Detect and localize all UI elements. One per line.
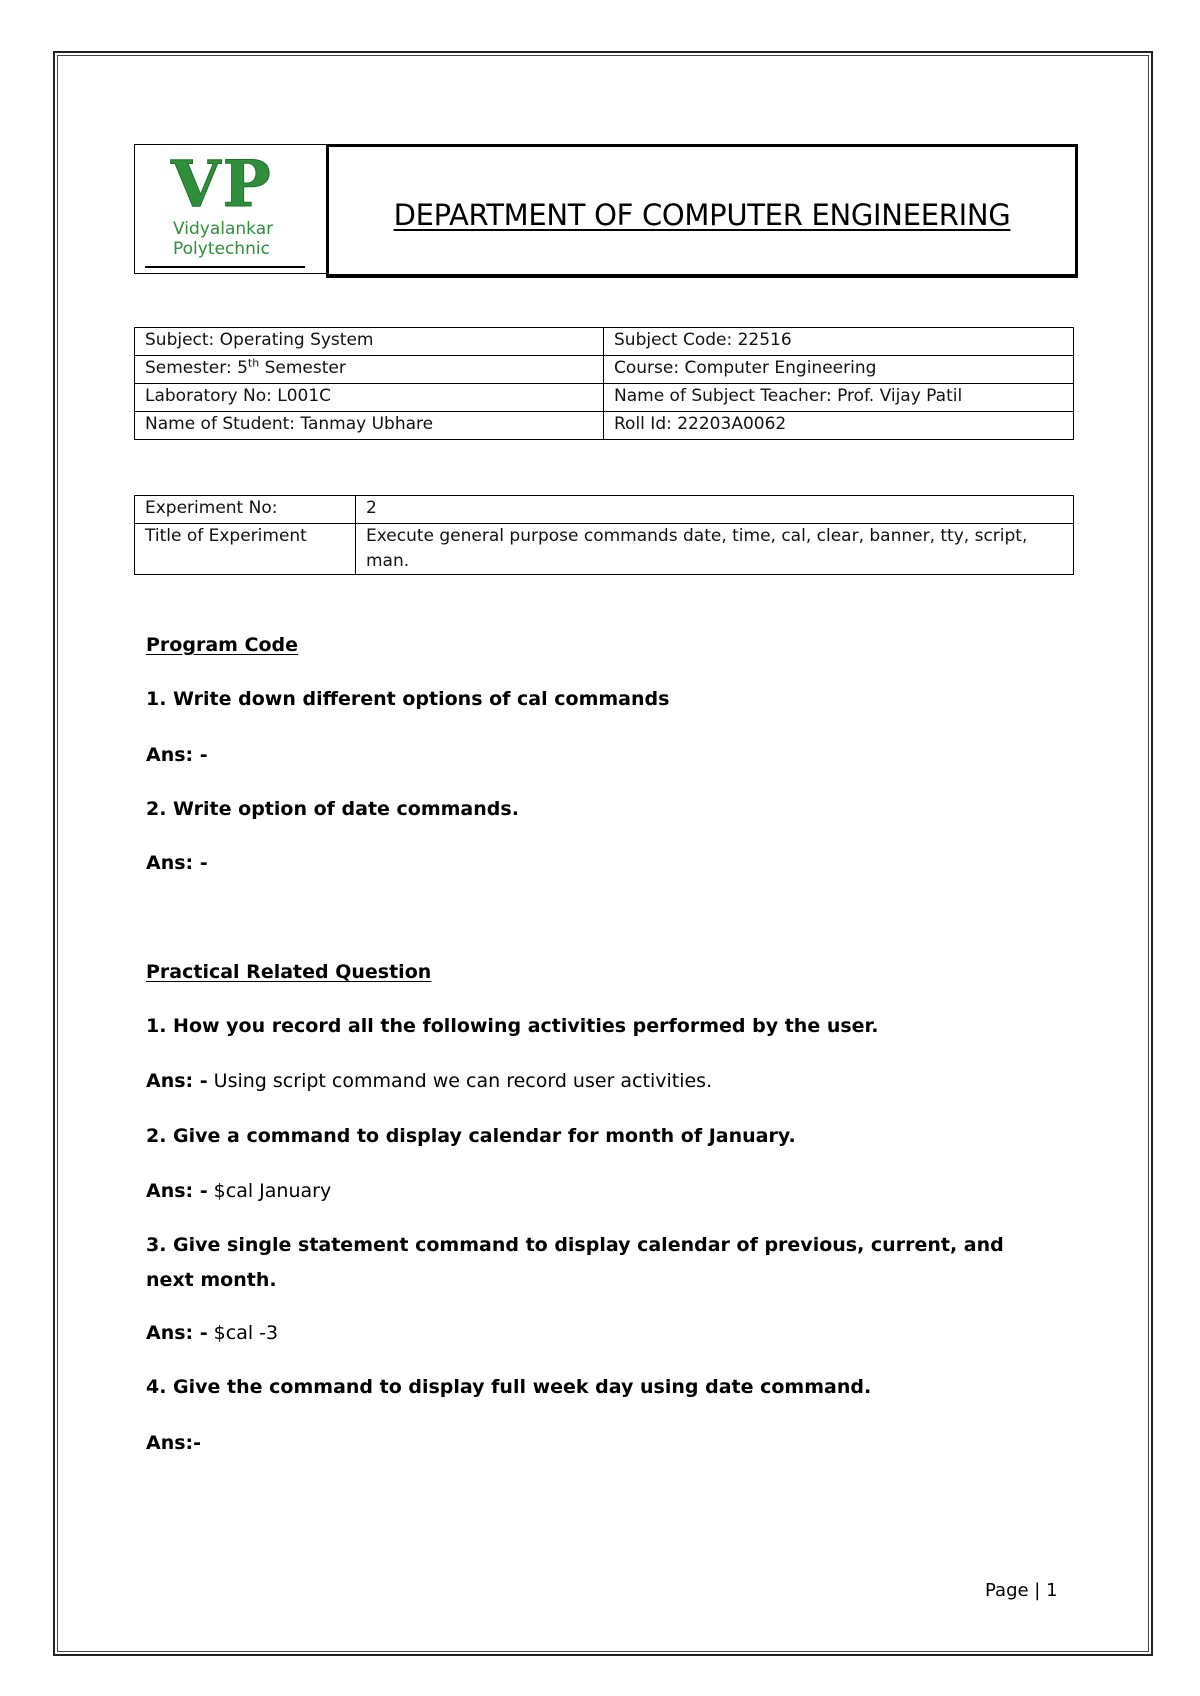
page-border-inner [57,55,1149,1652]
table-row [135,356,1074,384]
semester-superscript: th [247,356,260,370]
practical-question-1: 1. How you record all the following activities performed by the user. [146,1015,879,1037]
semester-cell [135,356,604,384]
program-answer-2: Ans: - [146,852,208,874]
answer-text: $cal -3 [207,1322,279,1344]
practical-answer-3 [146,1318,278,1348]
subject-cell: Subject: Operating System [135,328,604,356]
practical-question-2: 2. Give a command to display calendar for month of January. [146,1125,796,1147]
program-question-1: 1. Write down different options of cal commands [146,688,670,710]
table-row [135,384,1074,412]
program-code-heading: Program Code [146,634,299,656]
teacher-cell: Name of Subject Teacher: Prof. Vijay Patil [604,384,1074,412]
semester-suffix: Semester [259,358,346,378]
answer-text: $cal January [207,1180,332,1202]
logo-name [173,219,273,259]
logo [134,144,326,274]
logo-line-1: Vidyalankar [173,219,274,239]
practical-answer-1 [146,1066,712,1096]
logo-initials: VP [171,147,273,222]
lab-no-cell: Laboratory No: L001C [135,384,604,412]
department-title: DEPARTMENT OF COMPUTER ENGINEERING [393,197,1011,232]
practical-question-4: 4. Give the command to display full week day using date command. [146,1376,872,1398]
experiment-no-value: 2 [356,496,1074,524]
practical-question-3: 3. Give single statement command to display calendar of previous, current, and next month. [146,1234,1004,1291]
program-question-2: 2. Write option of date commands. [146,798,519,820]
student-info-table [134,327,1074,440]
practical-answer-4: Ans:- [146,1432,202,1454]
department-title-box [326,144,1078,278]
answer-label: Ans: - [146,1070,208,1092]
experiment-table [134,495,1074,575]
table-row [135,496,1074,524]
subject-code-cell: Subject Code: 22516 [604,328,1074,356]
roll-id-cell: Roll Id: 22203A0062 [604,412,1074,440]
practical-answer-2 [146,1176,331,1206]
logo-underline [145,266,305,268]
experiment-title-label: Title of Experiment [135,524,356,575]
answer-label: Ans: - [146,1180,208,1202]
logo-line-2: Polytechnic [173,239,270,259]
page-number: Page | 1 [985,1580,1058,1601]
table-row [135,524,1074,575]
student-cell: Name of Student: Tanmay Ubhare [135,412,604,440]
semester-prefix: Semester: 5 [145,358,248,378]
table-row [135,412,1074,440]
practical-heading: Practical Related Question [146,961,432,983]
experiment-title-value: Execute general purpose commands date, time, cal, clear, banner, tty, script, man. [356,524,1074,575]
table-row [135,328,1074,356]
course-cell: Course: Computer Engineering [604,356,1074,384]
answer-text: Using script command we can record user activities. [207,1070,713,1092]
document-header [134,144,1078,278]
answer-label: Ans: - [146,1322,208,1344]
experiment-no-label: Experiment No: [135,496,356,524]
program-answer-1: Ans: - [146,744,208,766]
